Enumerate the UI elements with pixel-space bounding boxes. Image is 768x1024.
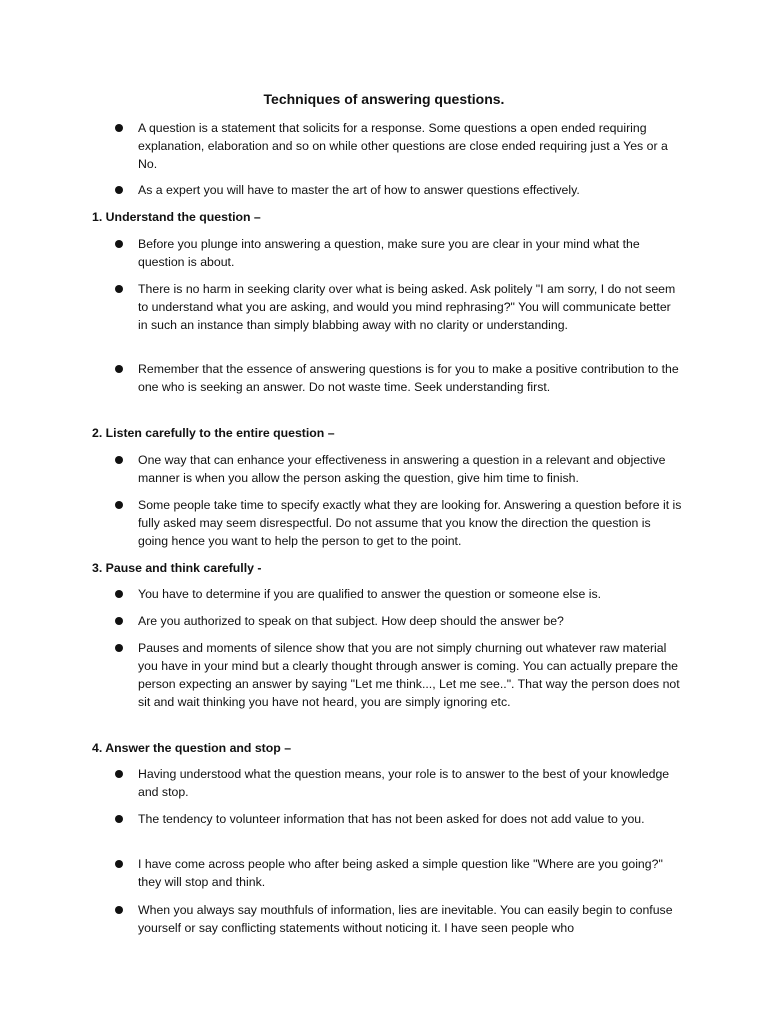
bullet-icon: [115, 644, 123, 652]
bullet-text: A question is a statement that solicits for a response. Some questions a open ended requiring explanation, elaboration and so on while other questions are close ended requiring just a Yes or a No.: [138, 121, 668, 171]
bullet-text: Are you authorized to speak on that subject. How deep should the answer be?: [138, 614, 564, 628]
bullet-text: The tendency to volunteer information that has not been asked for does not add value to you.: [138, 812, 645, 826]
bullet-text: As a expert you will have to master the art of how to answer questions effectively.: [138, 183, 580, 197]
bullet-icon: [115, 365, 123, 373]
section-heading: 4. Answer the question and stop –: [92, 741, 292, 755]
section-bullet: [138, 585, 683, 603]
section-heading: 3. Pause and think carefully -: [92, 561, 262, 575]
section-bullet: [138, 765, 683, 801]
section-bullet: [138, 451, 683, 487]
bullet-icon: [115, 240, 123, 248]
section-bullet: [138, 280, 683, 334]
bullet-icon: [115, 815, 123, 823]
bullet-icon: [115, 186, 123, 194]
bullet-text: Before you plunge into answering a question, make sure you are clear in your mind what the question is about.: [138, 237, 640, 269]
section-bullet: [138, 612, 683, 630]
bullet-text: Remember that the essence of answering questions is for you to make a positive contribution to the one who is seeking an answer. Do not waste time. Seek understanding first.: [138, 362, 679, 394]
section-bullet: [138, 235, 683, 271]
bullet-text: Pauses and moments of silence show that you are not simply churning out whatever raw material you have in your mind but a clearly thought through answer is coming. You can actually prepare the person expecting an answer by saying "Let me think..., Let me see..". That way the person does not sit and wait thinking you have not heard, you are simply ignoring etc.: [138, 641, 680, 709]
intro-bullet: [138, 181, 683, 199]
section-bullet: [138, 855, 683, 891]
section-heading: 1. Understand the question –: [92, 210, 261, 224]
section-bullet: [138, 496, 683, 550]
bullet-text: I have come across people who after being asked a simple question like "Where are you going?" they will stop and think.: [138, 857, 663, 889]
bullet-text: There is no harm in seeking clarity over what is being asked. Ask politely "I am sorry, I do not seem to understand what you are asking, and would you mind rephrasing?" You will communicate better in such an instance than simply blabbing away with no clarity or understanding.: [138, 282, 676, 332]
bullet-icon: [115, 285, 123, 293]
section-bullet: [138, 810, 683, 828]
bullet-text: One way that can enhance your effectiveness in answering a question in a relevant and objective manner is when you allow the person asking the question, give him time to finish.: [138, 453, 666, 485]
intro-bullet: [138, 119, 683, 173]
bullet-icon: [115, 906, 123, 914]
bullet-icon: [115, 124, 123, 132]
bullet-icon: [115, 590, 123, 598]
bullet-text: Having understood what the question means, your role is to answer to the best of your knowledge and stop.: [138, 767, 670, 799]
section-bullet: [138, 639, 683, 711]
bullet-text: When you always say mouthfuls of information, lies are inevitable. You can easily begin to confuse yourself or say conflicting statements without noticing it. I have seen people who: [138, 903, 673, 935]
bullet-icon: [115, 770, 123, 778]
bullet-icon: [115, 860, 123, 868]
document-title: Techniques of answering questions.: [263, 91, 505, 107]
bullet-icon: [115, 456, 123, 464]
bullet-text: Some people take time to specify exactly what they are looking for. Answering a question before it is fully asked may seem disrespectful. Do not assume that you know the direction the question is going hence you want to help the person to get to the point.: [138, 498, 682, 548]
section-heading: 2. Listen carefully to the entire question –: [92, 426, 335, 440]
section-bullet: [138, 901, 683, 937]
bullet-icon: [115, 501, 123, 509]
bullet-text: You have to determine if you are qualified to answer the question or someone else is.: [138, 587, 602, 601]
section-bullet: [138, 360, 683, 396]
bullet-icon: [115, 617, 123, 625]
